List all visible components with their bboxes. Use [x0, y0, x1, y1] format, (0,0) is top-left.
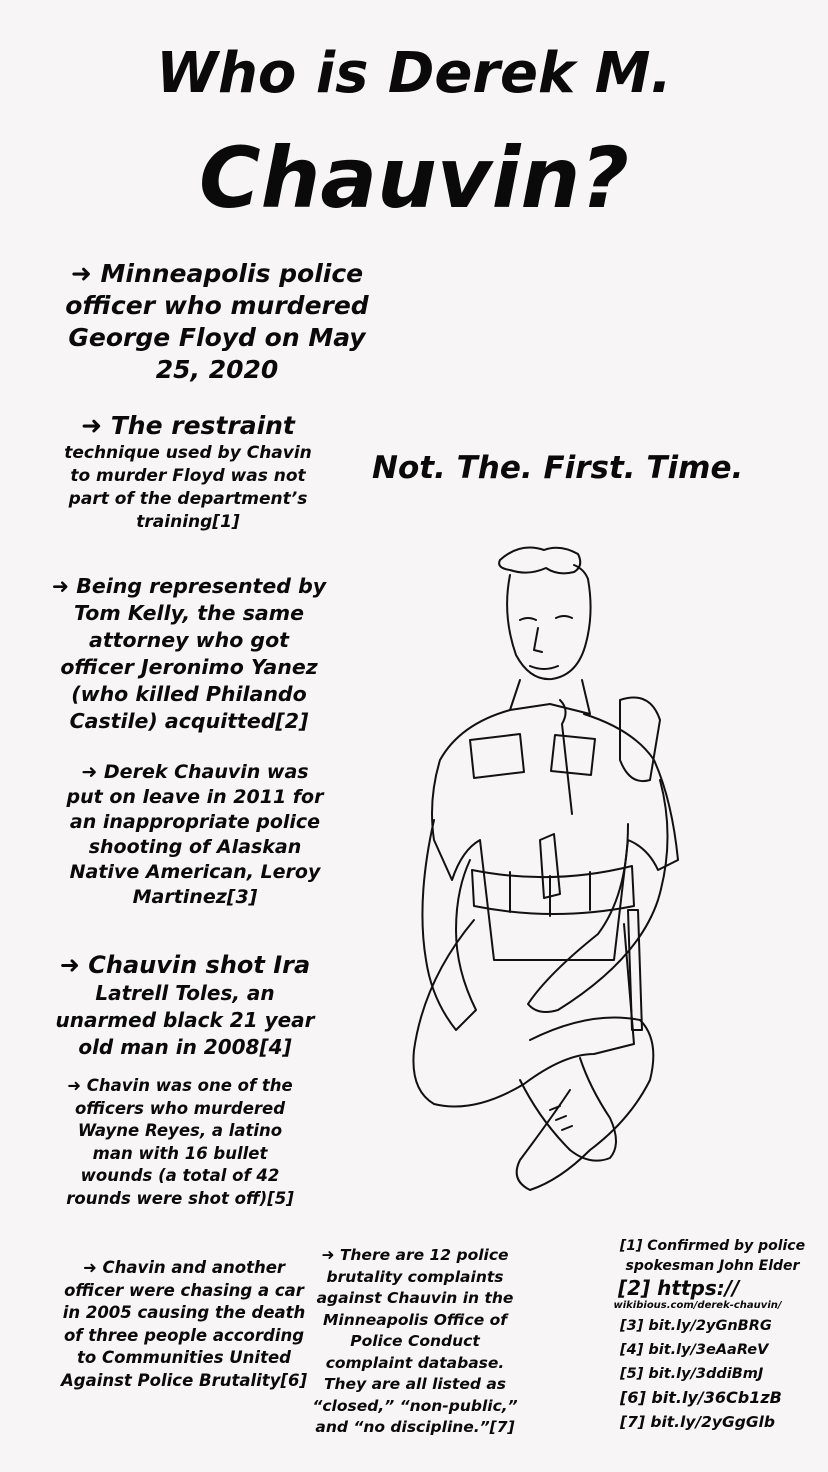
fact-restraint-technique: [58, 410, 318, 534]
legs: [413, 920, 634, 1107]
collar: [510, 680, 590, 714]
boot: [520, 1058, 616, 1161]
head: [507, 565, 590, 679]
fact-leave-2011: ➜ Derek Chauvin was put on leave in 2011 for an inappropriate police shooting of Alaskan Native American, Leroy Martinez[3]: [66, 761, 324, 908]
fact-toles-body: Latrell Toles, an unarmed black 21 year old man in 2008[4]: [55, 981, 315, 1059]
title-line-1: Who is Derek M.: [156, 41, 672, 106]
fact-restraint-lead: ➜ The restraint: [81, 411, 295, 440]
fact-brutality-complaints: ➜ There are 12 police brutality complaints against Chauvin in the Minneapolis Office of Police Conduct complaint database. They are all listed as “closed,” “non-public,” and “no discipline.”[7]: [312, 1246, 518, 1436]
reference-6[interactable]: [6] bit.ly/36Cb1zB: [620, 1388, 782, 1407]
fact-shot-ira-toles: [50, 950, 320, 1061]
reference-4[interactable]: [4] bit.ly/3eAaReV: [620, 1342, 769, 1358]
reference-2-url[interactable]: wikibious.com/derek-chauvin/: [613, 1300, 782, 1311]
fact-wayne-reyes: ➜ Chavin was one of the officers who murdered Wayne Reyes, a latino man with 16 bullet wounds (a total of 42 rounds were shot off)[5]: [66, 1076, 294, 1208]
reference-7[interactable]: [7] bit.ly/2yGgGlb: [620, 1413, 775, 1431]
reference-2[interactable]: [2] https://: [618, 1276, 740, 1300]
fact-restraint-body: technique used by Chavin to murder Floyd was not part of the department’s training[1]: [64, 443, 312, 532]
fact-toles-lead: ➜ Chauvin shot Ira: [59, 951, 311, 979]
fact-car-chase-2005: ➜ Chavin and another officer were chasing a car in 2005 causing the death of three people according to Communities United Against Police Brutality[6]: [60, 1258, 308, 1390]
reference-5[interactable]: [5] bit.ly/3ddiBmJ: [620, 1366, 764, 1382]
tagline: Not. The. First. Time.: [372, 450, 744, 486]
sunglasses: [499, 548, 580, 574]
left-arm: [422, 820, 476, 1030]
references: [600, 1236, 825, 1432]
title-line-2: Chauvin?: [198, 129, 629, 227]
belt: [472, 866, 634, 914]
officer-line-drawing: [360, 520, 700, 1200]
reference-3[interactable]: [3] bit.ly/2yGnBRG: [620, 1318, 772, 1334]
reference-1: [1] Confirmed by police spokesman John Elder: [619, 1238, 806, 1274]
fact-minneapolis-officer: ➜ Minneapolis police officer who murdered George Floyd on May 25, 2020: [65, 259, 369, 384]
patch: [620, 698, 660, 782]
fact-represented-by-tom-kelly: ➜ Being represented by Tom Kelly, the same attorney who got officer Jeronimo Yanez (who killed Philando Castile) acquitted[2]: [51, 574, 327, 733]
